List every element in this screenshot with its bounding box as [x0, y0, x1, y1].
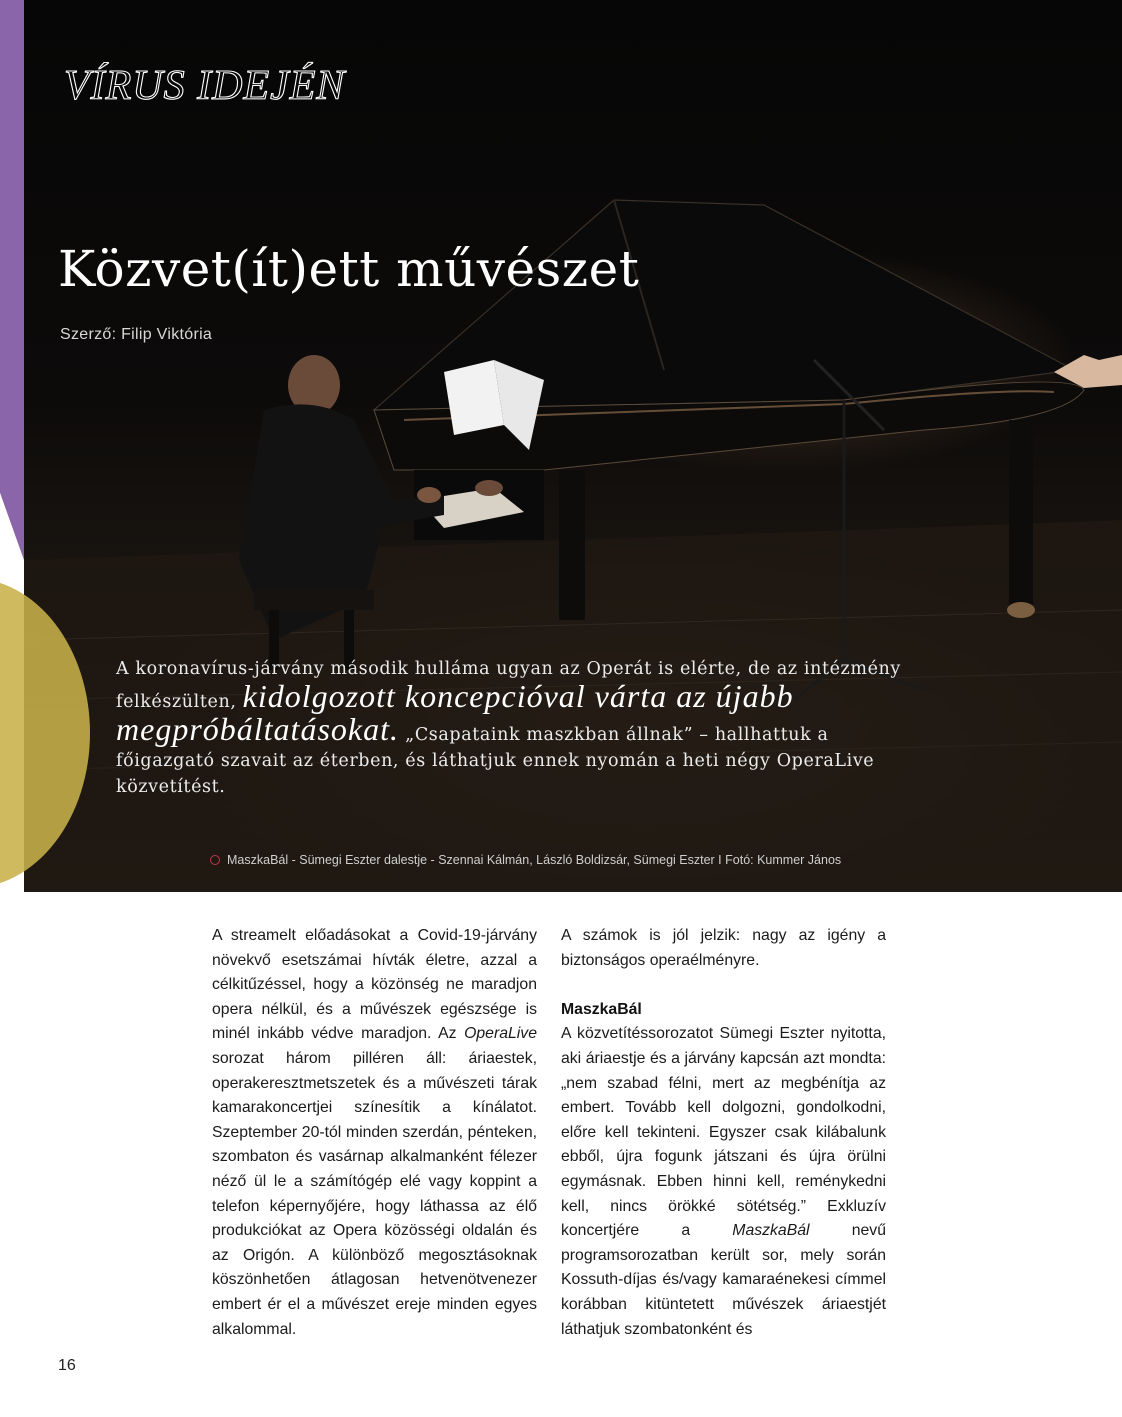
subheading: MaszkaBál — [561, 1000, 642, 1018]
body-paragraph-3 — [561, 1022, 886, 1342]
body-text: A közvetítéssorozatot Sümegi Eszter nyitotta, aki áriaestje és a járvány kapcsán azt mondta: „nem szabad félni, mert az megbénítja az embert. Tovább kell dolgozni, gondolkodni, előre kell tekinteni. Egyszer csak kilábalunk ebből, újra fogunk játszani és újra örülni egymásnak. Ebben hinni kell, reménykedni kell, nincs örökké sötétség.” Exkluzív koncertjére a — [561, 1025, 886, 1240]
body-column-2 — [561, 924, 886, 1342]
lead-text-start: A koronavírus-járvány második hulláma ugyan az Operát is elérte, de az intézmény felkészülten, — [116, 659, 901, 712]
body-paragraph-1 — [212, 924, 537, 1342]
photo-caption — [210, 853, 841, 867]
lead-text-end: „Csapataink maszkban állnak” – hallhattuk a főigazgató szavait az éterben, és láthatjuk ennek nyomán a heti négy OperaLive közvetítést. — [116, 725, 875, 797]
body-column-1 — [212, 924, 537, 1342]
caption-circle-icon — [210, 855, 220, 865]
body-italic-title: MaszkaBál — [732, 1222, 810, 1240]
hero-photo — [24, 0, 1122, 892]
article-author: Szerző: Filip Viktória — [60, 326, 213, 343]
section-label: VÍRUS IDEJÉN — [64, 63, 346, 109]
article-lead — [116, 656, 916, 800]
article-title: Közvet(ít)ett művészet — [58, 240, 640, 298]
paragraph-spacer — [561, 973, 886, 998]
page-number: 16 — [58, 1357, 76, 1374]
body-text: A streamelt előadásokat a Covid-19-járvány növekvő esetszámai hívták életre, azzal a célkitűzéssel, hogy a közönség ne maradjon opera nélkül, és a művészek egészsége is minél inkább védve maradjon. Az — [212, 927, 537, 1043]
lead-emphasis: kidolgozott koncepcióval várta az újabb megpróbáltatásokat. — [116, 678, 794, 747]
body-italic-title: OperaLive — [464, 1025, 537, 1043]
purple-accent-bar — [0, 0, 24, 560]
body-text: sorozat három pilléren áll: áriaestek, operakeresztmetszetek és a művészeti tárak kamarakoncertjei színesítik a kínálatot. Szeptember 20-tól minden szerdán, pénteken, szombaton és vasárnap alkalmanként félezer néző ül le a számítógép elé vagy koppint a telefon képernyőjére, hogy láthassa az élő produkciókat az Opera közösségi oldalán és az Origón. A különböző megosztásoknak köszönhetően átlagosan hetvenötvenezer embert ér el a művészet ereje minden egyes alkalommal. — [212, 1049, 537, 1338]
caption-text: MaszkaBál - Sümegi Eszter dalestje - Szennai Kálmán, László Boldizsár, Sümegi Eszter I Fotó: Kummer János — [227, 853, 842, 867]
body-paragraph-2: A számok is jól jelzik: nagy az igény a biztonságos operaélményre. — [561, 927, 886, 969]
body-text: nevű programsorozatban került sor, mely során Kossuth-díjas és/vagy kamaraénekesi címmel korábban kitüntetett művészek áriaestjét láthatjuk szombatonként és — [561, 1222, 886, 1338]
